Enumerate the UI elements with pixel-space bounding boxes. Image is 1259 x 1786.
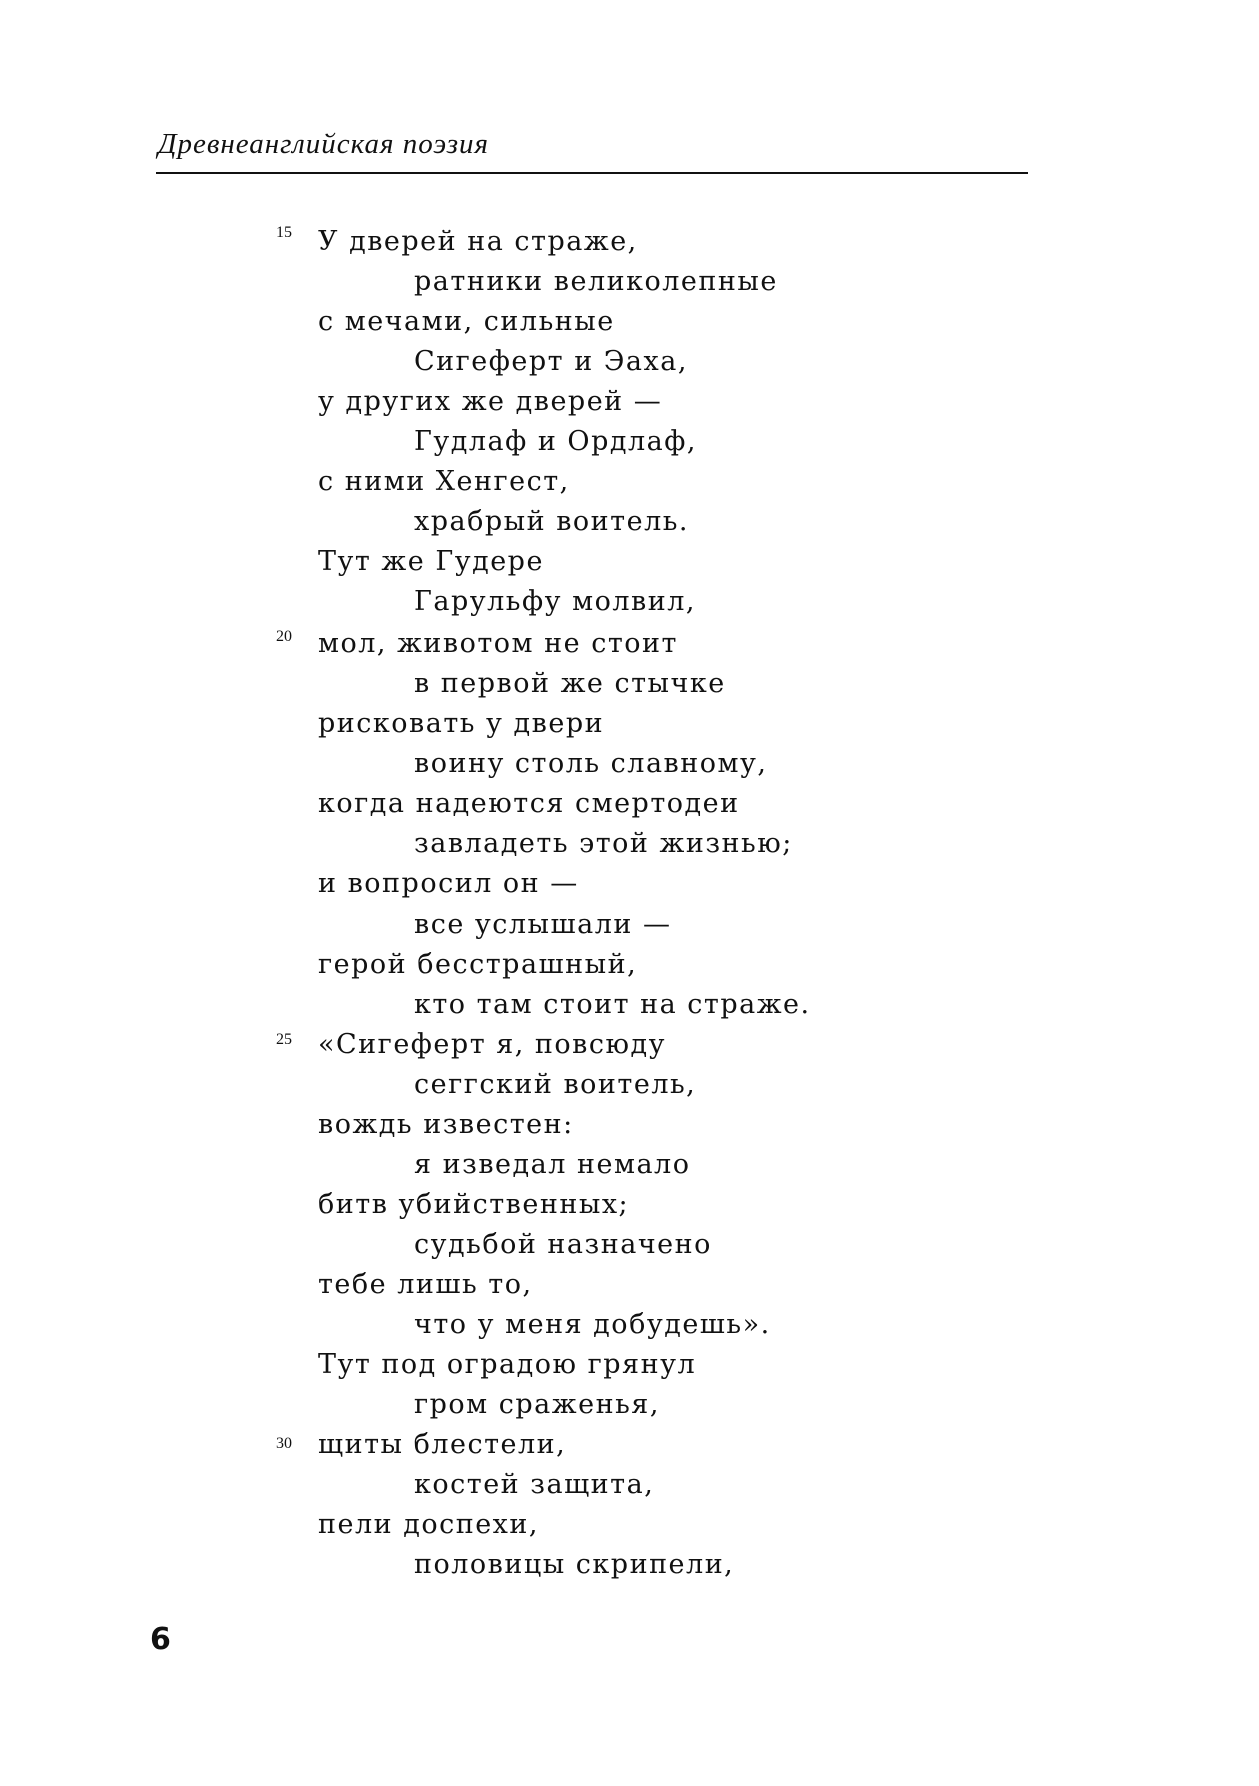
verse-line: с мечами, сильные — [318, 306, 615, 337]
verse-line: когда надеются смертодеи — [318, 788, 740, 819]
verse-line: вождь известен: — [318, 1109, 574, 1140]
verse-line: кто там стоит на страже. — [414, 989, 811, 1020]
verse-line: сеггский воитель, — [414, 1069, 697, 1100]
verse-line: что у меня добудешь». — [414, 1309, 771, 1340]
line-number-30: 30 — [276, 1435, 292, 1452]
verse-line: половицы скрипели, — [414, 1549, 735, 1580]
running-head-title: Древнеанглийская поэзия — [158, 128, 490, 160]
verse-line: Гудлаф и Ордлаф, — [414, 426, 697, 457]
verse-line: все услышали — — [414, 909, 672, 940]
verse-line: завладеть этой жизнью; — [414, 828, 793, 859]
page-number: 6 — [150, 1622, 171, 1657]
verse-line: пели доспехи, — [318, 1509, 539, 1540]
verse-line: я изведал немало — [414, 1149, 691, 1180]
verse-line: ратники великолепные — [414, 266, 778, 297]
verse-line: судьбой назначено — [414, 1229, 712, 1260]
verse-line: битв убийственных; — [318, 1189, 630, 1220]
line-number-25: 25 — [276, 1031, 292, 1048]
verse-line: гром сраженья, — [414, 1389, 660, 1420]
verse-line: Гарульфу молвил, — [414, 586, 696, 617]
line-number-15: 15 — [276, 224, 292, 241]
verse-line: «Сигеферт я, повсюду — [318, 1029, 667, 1060]
verse-line: у других же дверей — — [318, 386, 663, 417]
verse-line: мол, животом не стоит — [318, 628, 678, 659]
verse-line: воину столь славному, — [414, 748, 768, 779]
verse-line: с ними Хенгест, — [318, 466, 570, 497]
verse-line: и вопросил он — — [318, 868, 579, 899]
verse-line: храбрый воитель. — [414, 506, 690, 537]
verse-line: рисковать у двери — [318, 708, 605, 739]
verse-line: герой бесстрашный, — [318, 949, 638, 980]
line-number-20: 20 — [276, 628, 292, 645]
verse-line: Сигеферт и Эаха, — [414, 346, 688, 377]
verse-line: У дверей на страже, — [318, 226, 638, 257]
verse-line: тебе лишь то, — [318, 1269, 533, 1300]
verse-line: щиты блестели, — [318, 1429, 567, 1460]
verse-line: костей защита, — [414, 1469, 655, 1500]
verse-line: Тут же Гудере — [318, 546, 544, 577]
verse-line: в первой же стычке — [414, 668, 726, 699]
verse-line: Тут под оградою грянул — [318, 1349, 697, 1380]
